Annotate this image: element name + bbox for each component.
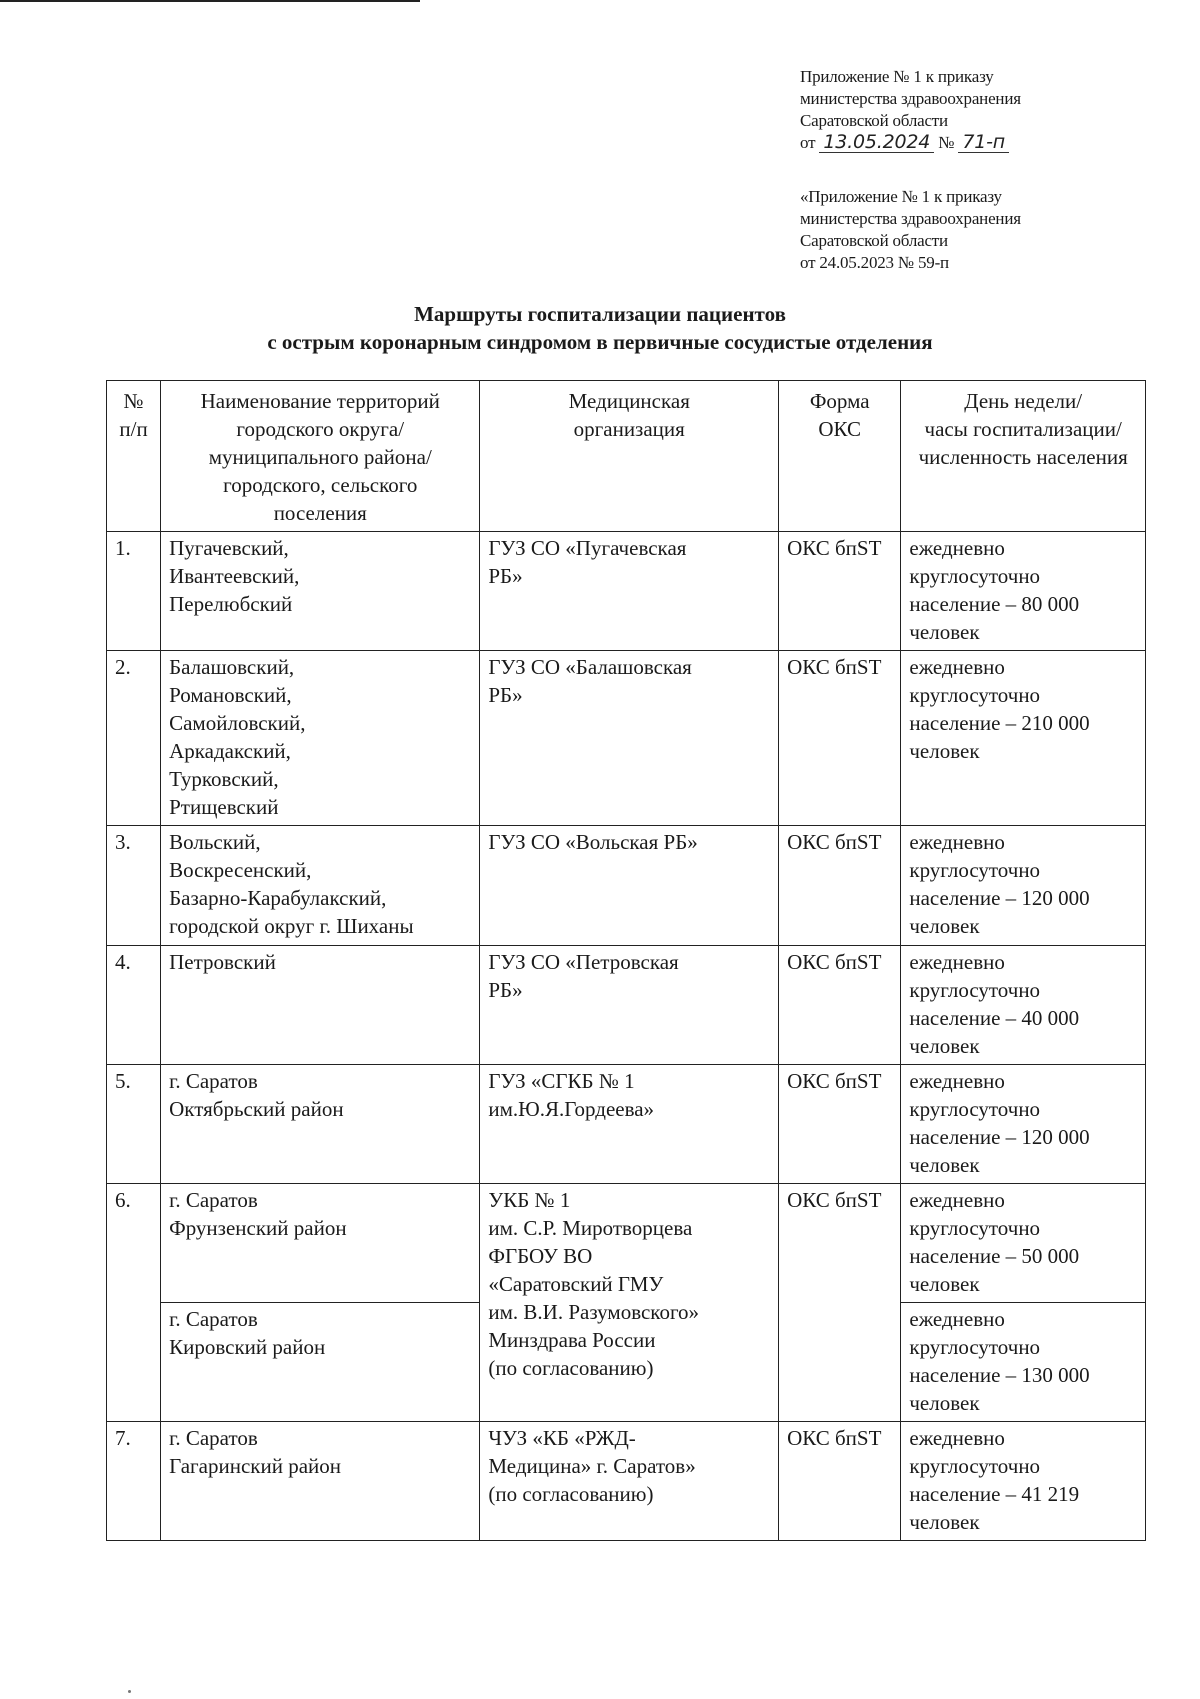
table-row <box>107 532 1146 651</box>
cell-line: «Саратовский ГМУ <box>488 1272 664 1296</box>
number-prefix: № <box>938 133 955 152</box>
table-header-row <box>107 381 1146 532</box>
form-cell: ОКС бпST <box>779 1422 901 1541</box>
cell-line: Ртищевский <box>169 795 279 819</box>
cell-line: (по согласованию) <box>488 1482 654 1506</box>
cell-line: население – 130 000 <box>909 1363 1090 1387</box>
cell-line: Петровский <box>169 950 276 974</box>
territory-cell <box>161 1303 480 1422</box>
cell-line: население – 40 000 <box>909 1006 1080 1030</box>
cell-line: население – 120 000 <box>909 1125 1090 1149</box>
header-territory <box>161 381 480 532</box>
row-number: 7. <box>107 1422 161 1541</box>
territory-cell <box>161 1184 480 1303</box>
row-number: 1. <box>107 532 161 651</box>
schedule-cell <box>901 1184 1146 1303</box>
cell-line: муниципального района/ <box>208 445 432 469</box>
schedule-cell <box>901 651 1146 826</box>
cell-line: ежедневно <box>909 830 1005 854</box>
cell-line: население – 210 000 <box>909 711 1090 735</box>
routes-table <box>106 380 1146 1541</box>
cell-line: поселения <box>273 501 367 525</box>
cell-line: население – 50 000 <box>909 1244 1080 1268</box>
cell-line: Перелюбский <box>169 592 293 616</box>
cell-line: РБ» <box>488 564 523 588</box>
cell-line: круглосуточно <box>909 564 1041 588</box>
schedule-cell <box>901 1422 1146 1541</box>
schedule-cell <box>901 532 1146 651</box>
schedule-cell <box>901 946 1146 1065</box>
header-schedule <box>901 381 1146 532</box>
cell-line: Турковский, <box>169 767 279 791</box>
cell-line: население – 80 000 <box>909 592 1080 616</box>
form-cell: ОКС бпST <box>779 532 901 651</box>
organization-cell <box>480 1184 779 1422</box>
schedule-cell <box>901 1303 1146 1422</box>
schedule-cell <box>901 1065 1146 1184</box>
row-number: 5. <box>107 1065 161 1184</box>
cell-line: численность населения <box>918 445 1128 469</box>
cell-line: Вольский, <box>169 830 261 854</box>
cell-line: Базарно-Карабулакский, <box>169 886 387 910</box>
cell-line: Воскресенский, <box>169 858 312 882</box>
table-row <box>107 1065 1146 1184</box>
cell-line: население – 120 000 <box>909 886 1090 910</box>
territory-cell <box>161 1422 480 1541</box>
cell-line: № <box>123 389 144 413</box>
cell-line: Гагаринский район <box>169 1454 342 1478</box>
cell-line: Аркадакский, <box>169 739 291 763</box>
cell-line: г. Саратов <box>169 1188 258 1212</box>
cell-line: п/п <box>119 417 148 441</box>
cell-line: ежедневно <box>909 655 1005 679</box>
cell-line: ОКС <box>818 417 862 441</box>
territory-cell <box>161 946 480 1065</box>
cell-line: круглосуточно <box>909 978 1041 1002</box>
cell-line: УКБ № 1 <box>488 1188 571 1212</box>
header-form <box>779 381 901 532</box>
territory-cell <box>161 651 480 826</box>
cell-line: городского, сельского <box>223 473 418 497</box>
cell-line: Кировский район <box>169 1335 326 1359</box>
cell-line: городского округа/ <box>236 417 405 441</box>
table-row <box>107 651 1146 826</box>
cell-line: Наименование территорий <box>200 389 440 413</box>
cell-line: ежедневно <box>909 950 1005 974</box>
annex-line: министерства здравоохранения <box>800 89 1021 108</box>
cell-line: человек <box>909 1034 980 1058</box>
organization-cell <box>480 826 779 946</box>
cell-line: ежедневно <box>909 1307 1005 1331</box>
cell-line: им.Ю.Я.Гордеева» <box>488 1097 655 1121</box>
organization-cell <box>480 1422 779 1541</box>
cell-line: ежедневно <box>909 536 1005 560</box>
cell-line: круглосуточно <box>909 683 1041 707</box>
cell-line: человек <box>909 1272 980 1296</box>
cell-line: РБ» <box>488 683 523 707</box>
handwritten-number: 71-п <box>958 132 1009 153</box>
date-prefix: от <box>800 133 816 152</box>
form-cell: ОКС бпST <box>779 1065 901 1184</box>
annex-line: «Приложение № 1 к приказу <box>800 187 1002 206</box>
annex-line: Саратовской области <box>800 231 948 250</box>
schedule-cell <box>901 826 1146 946</box>
territory-cell <box>161 826 480 946</box>
cell-line: ГУЗ «СГКБ № 1 <box>488 1069 635 1093</box>
form-cell: ОКС бпST <box>779 826 901 946</box>
annex-date-line <box>800 132 1021 154</box>
row-number: 6. <box>107 1184 161 1422</box>
cell-line: круглосуточно <box>909 1097 1041 1121</box>
form-cell: ОКС бпST <box>779 651 901 826</box>
cell-line: Форма <box>809 389 870 413</box>
organization-cell <box>480 651 779 826</box>
cell-line: человек <box>909 739 980 763</box>
form-cell: ОКС бпST <box>779 946 901 1065</box>
header-organization <box>480 381 779 532</box>
cell-line: городской округ г. Шиханы <box>169 914 414 938</box>
cell-line: круглосуточно <box>909 1335 1041 1359</box>
organization-cell <box>480 532 779 651</box>
cell-line: г. Саратов <box>169 1307 258 1331</box>
cell-line: Медицинская <box>568 389 690 413</box>
cell-line: население – 41 219 <box>909 1482 1080 1506</box>
table-row <box>107 946 1146 1065</box>
cell-line: им. В.И. Разумовского» <box>488 1300 700 1324</box>
annex-line: Приложение № 1 к приказу <box>800 67 994 86</box>
row-number: 2. <box>107 651 161 826</box>
territory-cell <box>161 532 480 651</box>
row-number: 3. <box>107 826 161 946</box>
cell-line: ежедневно <box>909 1069 1005 1093</box>
annex-line: министерства здравоохранения <box>800 209 1021 228</box>
cell-line: Медицина» г. Саратов» <box>488 1454 696 1478</box>
cell-line: ГУЗ СО «Балашовская <box>488 655 692 679</box>
cell-line: человек <box>909 1153 980 1177</box>
cell-line: Октябрьский район <box>169 1097 344 1121</box>
cell-line: человек <box>909 620 980 644</box>
table-row <box>107 1422 1146 1541</box>
header-number <box>107 381 161 532</box>
title-line: с острым коронарным синдромом в первичные сосудистые отделения <box>267 330 933 354</box>
cell-line: Ивантеевский, <box>169 564 300 588</box>
cell-line: Романовский, <box>169 683 292 707</box>
cell-line: Балашовский, <box>169 655 295 679</box>
cell-line: организация <box>573 417 685 441</box>
top-rule <box>0 0 420 2</box>
table-row <box>107 826 1146 946</box>
scan-speck <box>128 1690 131 1693</box>
document-title <box>0 300 1200 356</box>
cell-line: круглосуточно <box>909 1454 1041 1478</box>
cell-line: Пугачевский, <box>169 536 289 560</box>
organization-cell <box>480 1065 779 1184</box>
organization-cell <box>480 946 779 1065</box>
cell-line: ФГБОУ ВО <box>488 1244 593 1268</box>
handwritten-date: 13.05.2024 <box>819 132 934 153</box>
annex-line: от 24.05.2023 № 59-п <box>800 253 949 272</box>
table-row <box>107 1184 1146 1303</box>
cell-line: ГУЗ СО «Вольская РБ» <box>488 830 698 854</box>
cell-line: г. Саратов <box>169 1069 258 1093</box>
cell-line: г. Саратов <box>169 1426 258 1450</box>
cell-line: ЧУЗ «КБ «РЖД- <box>488 1426 636 1450</box>
annex-previous-order <box>800 186 1021 274</box>
cell-line: ГУЗ СО «Пугачевская <box>488 536 687 560</box>
cell-line: День недели/ <box>964 389 1083 413</box>
cell-line: им. С.Р. Миротворцева <box>488 1216 693 1240</box>
cell-line: Минздрава России <box>488 1328 656 1352</box>
cell-line: человек <box>909 914 980 938</box>
title-line: Маршруты госпитализации пациентов <box>414 302 786 326</box>
annex-line: Саратовской области <box>800 111 948 130</box>
cell-line: часы госпитализации/ <box>924 417 1122 441</box>
form-cell: ОКС бпST <box>779 1184 901 1422</box>
annex-current-order <box>800 66 1021 154</box>
cell-line: круглосуточно <box>909 858 1041 882</box>
cell-line: (по согласованию) <box>488 1356 654 1380</box>
cell-line: Самойловский, <box>169 711 306 735</box>
cell-line: ежедневно <box>909 1188 1005 1212</box>
row-number: 4. <box>107 946 161 1065</box>
territory-cell <box>161 1065 480 1184</box>
cell-line: ежедневно <box>909 1426 1005 1450</box>
cell-line: РБ» <box>488 978 523 1002</box>
cell-line: человек <box>909 1391 980 1415</box>
cell-line: человек <box>909 1510 980 1534</box>
cell-line: Фрунзенский район <box>169 1216 347 1240</box>
cell-line: круглосуточно <box>909 1216 1041 1240</box>
cell-line: ГУЗ СО «Петровская <box>488 950 679 974</box>
